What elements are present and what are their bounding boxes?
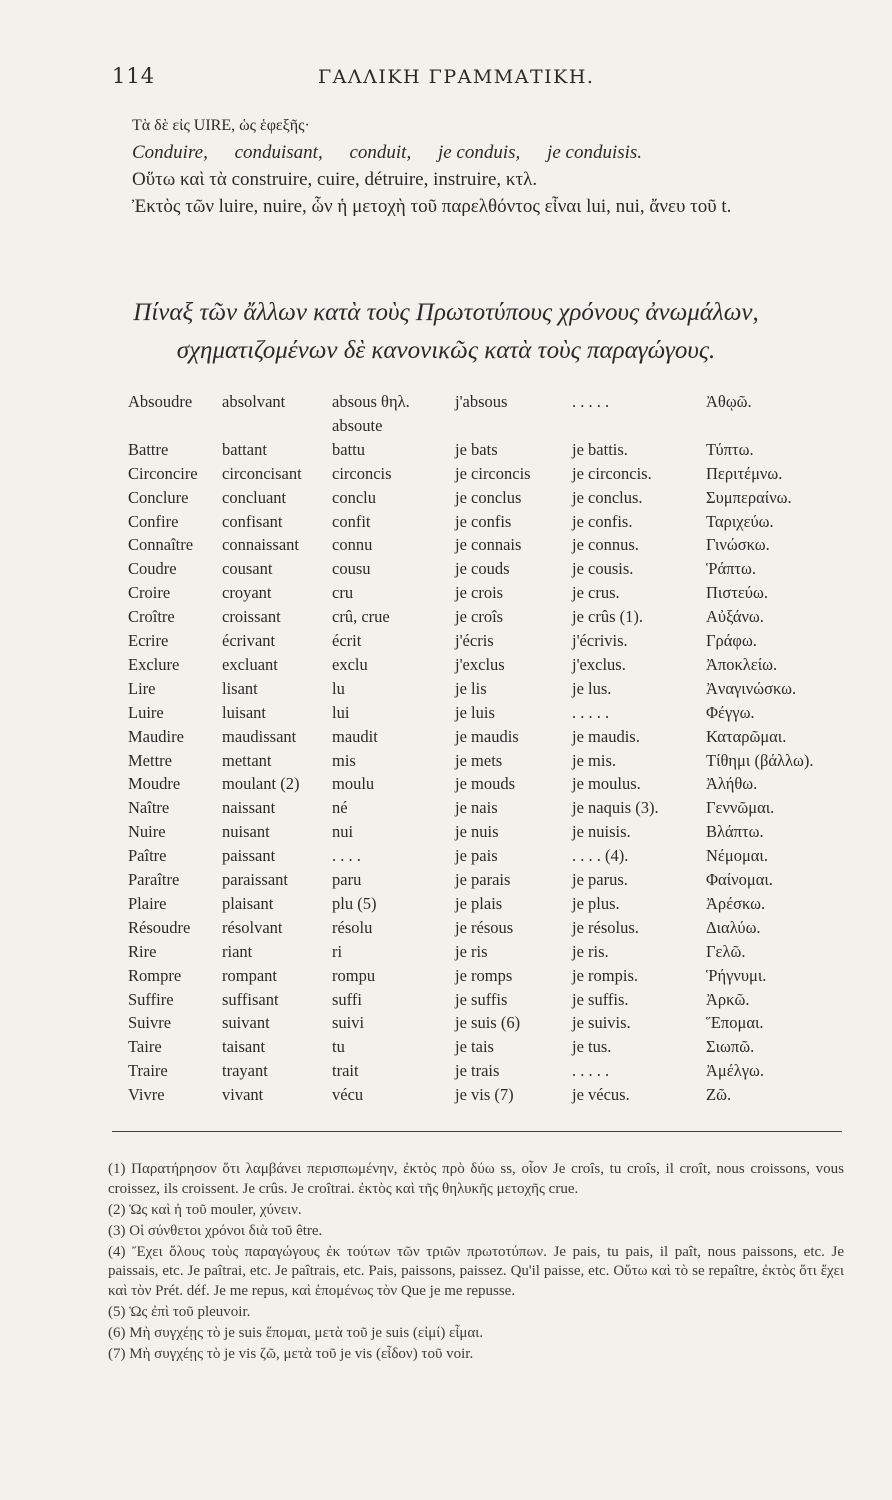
cell-infinitive: Naître bbox=[128, 798, 170, 818]
cell-greek-meaning: Ἀρκῶ. bbox=[706, 989, 750, 1009]
cell-infinitive: Traire bbox=[128, 1061, 168, 1081]
table-row bbox=[0, 1085, 892, 1108]
table-row bbox=[0, 798, 892, 821]
table-row bbox=[0, 751, 892, 774]
cell-participle-past: né bbox=[332, 798, 348, 818]
cell-infinitive: Battre bbox=[128, 439, 169, 459]
cell-present: je couds bbox=[455, 559, 510, 579]
cell-participle-present: vivant bbox=[222, 1085, 264, 1105]
intro-text bbox=[132, 112, 852, 220]
cell-past-definite: je plus. bbox=[572, 893, 620, 913]
cell-participle-past: vécu bbox=[332, 1085, 364, 1105]
cell-participle-past: circoncis bbox=[332, 463, 392, 483]
cell-greek-meaning: Ῥάπτω. bbox=[706, 559, 757, 579]
table-row bbox=[0, 822, 892, 845]
cell-infinitive: Moudre bbox=[128, 774, 181, 794]
cell-past-definite: je suivis. bbox=[572, 1013, 631, 1033]
example-participle-past: conduit, bbox=[349, 142, 412, 163]
cell-past-definite: je nuisis. bbox=[572, 822, 631, 842]
cell-participle-past: cru bbox=[332, 583, 354, 603]
cell-greek-meaning: Ἕπομαι. bbox=[706, 1013, 764, 1033]
cell-infinitive: Connaître bbox=[128, 535, 194, 555]
cell-participle-past: battu bbox=[332, 439, 365, 459]
table-row bbox=[0, 559, 892, 582]
cell-present: je confis bbox=[455, 511, 512, 531]
cell-greek-meaning: Τύπτω. bbox=[706, 439, 754, 459]
cell-past-definite: je confis. bbox=[572, 511, 633, 531]
footnote-1: (1) Παρατήρησον ὅτι λαμβάνει περισπωμένην, ἐκτὸς πρὸ δύω ss, οἷον Je croîs, tu croîs, il croît, nous croissons, vous croissez, ils croissent. Je crûs. Je croîtrai. ἐκτὸς καὶ τῆς θηλυκῆς μετοχῆς crue. bbox=[108, 1161, 844, 1197]
footnote-2: (2) Ὡς καὶ ἡ τοῦ mouler, χύνειν. bbox=[108, 1201, 302, 1218]
cell-participle-past: absous θηλ. bbox=[332, 392, 410, 411]
cell-present: je croîs bbox=[455, 607, 504, 627]
footnotes bbox=[108, 1160, 844, 1366]
cell-participle-present: confisant bbox=[222, 511, 283, 531]
cell-greek-meaning: Γελῶ. bbox=[706, 941, 746, 961]
cell-past-definite: je lus. bbox=[572, 678, 612, 698]
example-past-definite: je conduisis. bbox=[547, 142, 643, 163]
cell-participle-present: croissant bbox=[222, 607, 281, 627]
table-row bbox=[0, 846, 892, 869]
cell-past-definite: je résolus. bbox=[572, 917, 639, 937]
cell-participle-past: trait bbox=[332, 1061, 359, 1081]
cell-participle-past: lui bbox=[332, 702, 350, 722]
cell-greek-meaning: Γινώσκω. bbox=[706, 535, 770, 555]
table-title-line-2: σχηματιζομένων δὲ κανονικῶς κατὰ τοὺς παραγώγους. bbox=[176, 337, 716, 364]
cell-past-definite: je circoncis. bbox=[572, 463, 652, 483]
table-title bbox=[0, 294, 892, 370]
table-row bbox=[0, 727, 892, 750]
cell-participle-present: écrivant bbox=[222, 631, 276, 650]
cell-participle-present: absolvant bbox=[222, 392, 286, 411]
cell-participle-past: plu (5) bbox=[332, 893, 377, 913]
cell-greek-meaning: Νέμομαι. bbox=[706, 846, 768, 866]
cell-infinitive: Circoncire bbox=[128, 463, 198, 483]
cell-participle-present: maudissant bbox=[222, 726, 297, 746]
cell-present: je résous bbox=[455, 917, 514, 937]
cell-participle-present: lisant bbox=[222, 678, 258, 698]
cell-participle-past: conclu bbox=[332, 487, 376, 507]
cell-present: je romps bbox=[455, 965, 513, 985]
cell-infinitive: Nuire bbox=[128, 822, 166, 842]
cell-participle-present: croyant bbox=[222, 583, 272, 603]
cell-greek-meaning: Φέγγω. bbox=[706, 702, 755, 722]
table-row bbox=[0, 392, 892, 415]
cell-infinitive: Croître bbox=[128, 607, 175, 627]
page-number: 114 bbox=[112, 64, 156, 88]
cell-present: je pais bbox=[455, 846, 498, 866]
cell-greek-meaning: Πιστεύω. bbox=[706, 583, 768, 603]
cell-past-definite: je conclus. bbox=[572, 487, 643, 507]
cell-past-definite: je crus. bbox=[572, 583, 620, 603]
cell-participle-present: mettant bbox=[222, 750, 272, 770]
cell-greek-meaning: Ἀποκλείω. bbox=[706, 654, 778, 674]
table-row bbox=[0, 583, 892, 606]
cell-participle-past: lu bbox=[332, 678, 345, 698]
cell-participle-present: paraissant bbox=[222, 870, 288, 889]
table-row bbox=[0, 607, 892, 630]
cell-participle-past: tu bbox=[332, 1037, 345, 1057]
table-row bbox=[0, 679, 892, 702]
footnote-6: (6) Μὴ συγχέῃς τὸ je suis ἕπομαι, μετὰ τοῦ je suis (εἰμί) εἶμαι. bbox=[108, 1324, 484, 1341]
cell-present: je tais bbox=[455, 1037, 494, 1057]
example-infinitive: Conduire, bbox=[132, 142, 208, 163]
footnote-divider bbox=[112, 1131, 842, 1132]
table-row bbox=[0, 488, 892, 511]
cell-present: je ris bbox=[455, 941, 488, 961]
cell-participle-present: battant bbox=[222, 439, 267, 459]
cell-present: je suffis bbox=[455, 989, 508, 1009]
cell-greek-meaning: Ἀθῳῶ. bbox=[706, 392, 752, 411]
cell-participle-present: connaissant bbox=[222, 535, 299, 555]
cell-infinitive: Suivre bbox=[128, 1013, 172, 1033]
cell-infinitive: Coudre bbox=[128, 559, 177, 579]
cell-greek-meaning: Αὐξάνω. bbox=[706, 607, 764, 627]
cell-present: je luis bbox=[455, 702, 495, 722]
cell-infinitive: Confire bbox=[128, 511, 179, 531]
cell-participle-past: connu bbox=[332, 535, 373, 555]
cell-participle-past: . . . . bbox=[332, 846, 361, 866]
cell-infinitive: Suffire bbox=[128, 989, 174, 1009]
cell-infinitive: Taire bbox=[128, 1037, 162, 1057]
table-row bbox=[0, 870, 892, 893]
cell-present: je conclus bbox=[455, 487, 522, 507]
cell-participle-present: suffisant bbox=[222, 989, 279, 1009]
cell-greek-meaning: Διαλύω. bbox=[706, 917, 761, 937]
cell-participle-past: ri bbox=[332, 941, 343, 961]
cell-participle-present: naissant bbox=[222, 798, 276, 818]
cell-present: je parais bbox=[455, 870, 511, 889]
table-row bbox=[0, 990, 892, 1013]
cell-infinitive: Maudire bbox=[128, 726, 184, 746]
intro-line-2: Οὕτω καὶ τὰ construire, cuire, détruire, instruire, κτλ. bbox=[132, 169, 538, 190]
cell-infinitive: Plaire bbox=[128, 893, 167, 913]
cell-participle-present: paissant bbox=[222, 846, 276, 866]
cell-past-definite: j'écrivis. bbox=[572, 631, 628, 650]
cell-infinitive: Absoudre bbox=[128, 392, 193, 411]
cell-past-definite: . . . . . bbox=[572, 1061, 610, 1081]
cell-participle-past: maudit bbox=[332, 726, 378, 746]
cell-greek-meaning: Φαίνομαι. bbox=[706, 870, 773, 889]
cell-participle-past: suffi bbox=[332, 989, 362, 1009]
cell-past-definite: je crûs (1). bbox=[572, 607, 644, 627]
cell-present: je nuis bbox=[455, 822, 499, 842]
intro-lead: Τὰ δὲ εἰς UIRE, ὡς ἑφεξῆς· bbox=[132, 117, 310, 134]
table-row bbox=[0, 512, 892, 535]
cell-present: je trais bbox=[455, 1061, 500, 1081]
cell-past-definite: je vécus. bbox=[572, 1085, 630, 1105]
cell-present: je vis (7) bbox=[455, 1085, 514, 1105]
table-row bbox=[0, 1061, 892, 1084]
cell-present: je lis bbox=[455, 678, 487, 698]
cell-present: j'exclus bbox=[455, 654, 505, 674]
cell-greek-meaning: Ἀρέσκω. bbox=[706, 893, 766, 913]
table-row bbox=[0, 1037, 892, 1060]
cell-past-definite: . . . . (4). bbox=[572, 846, 629, 866]
cell-infinitive: Rire bbox=[128, 941, 157, 961]
cell-participle-present: nuisant bbox=[222, 822, 270, 842]
cell-participle-present: concluant bbox=[222, 487, 287, 507]
cell-participle-present: circoncisant bbox=[222, 463, 302, 483]
cell-participle-past: confit bbox=[332, 511, 371, 531]
cell-greek-meaning: Τίθημι (βάλλω). bbox=[706, 750, 814, 770]
example-participle-present: conduisant, bbox=[234, 142, 323, 163]
table-row bbox=[0, 1013, 892, 1036]
cell-past-definite: je parus. bbox=[572, 870, 628, 889]
cell-participle-present: taisant bbox=[222, 1037, 266, 1057]
cell-participle-present: rompant bbox=[222, 965, 277, 985]
cell-past-definite: je battis. bbox=[572, 439, 628, 459]
cell-participle-past: exclu bbox=[332, 654, 368, 674]
cell-participle-present: excluant bbox=[222, 654, 278, 674]
cell-participle-past: nui bbox=[332, 822, 354, 842]
table-row bbox=[0, 655, 892, 678]
table-row bbox=[0, 440, 892, 463]
table-row bbox=[0, 535, 892, 558]
cell-infinitive: Ecrire bbox=[128, 631, 169, 650]
cell-greek-meaning: Σιωπῶ. bbox=[706, 1037, 755, 1057]
cell-past-definite: je mis. bbox=[572, 750, 616, 770]
cell-participle-present: moulant (2) bbox=[222, 774, 300, 794]
cell-past-definite: je maudis. bbox=[572, 726, 640, 746]
cell-participle-present: plaisant bbox=[222, 893, 274, 913]
cell-present: je bats bbox=[455, 439, 498, 459]
cell-infinitive: Mettre bbox=[128, 750, 172, 770]
cell-past-definite: je tus. bbox=[572, 1037, 612, 1057]
table-row bbox=[0, 774, 892, 797]
cell-infinitive: Rompre bbox=[128, 965, 182, 985]
cell-participle-past: résolu bbox=[332, 917, 373, 937]
cell-past-definite: je suffis. bbox=[572, 989, 629, 1009]
cell-participle-present: riant bbox=[222, 941, 253, 961]
cell-present: je plais bbox=[455, 893, 503, 913]
conduire-conjugation bbox=[132, 139, 852, 166]
cell-infinitive: Exclure bbox=[128, 654, 180, 674]
cell-infinitive: Conclure bbox=[128, 487, 189, 507]
cell-present: je circoncis bbox=[455, 463, 531, 483]
cell-greek-meaning: Ζῶ. bbox=[706, 1085, 732, 1105]
cell-present: j'écris bbox=[455, 631, 494, 650]
cell-participle-past: paru bbox=[332, 870, 362, 889]
cell-present: je mets bbox=[455, 750, 503, 770]
cell-past-definite: . . . . . bbox=[572, 702, 610, 722]
running-title: ΓΑΛΛΙΚΗ ΓΡΑΜΜΑΤΙΚΗ. bbox=[318, 66, 595, 88]
table-row bbox=[0, 942, 892, 965]
table-row bbox=[0, 416, 892, 439]
table-row bbox=[0, 464, 892, 487]
cell-greek-meaning: Ἀλήθω. bbox=[706, 774, 758, 794]
cell-infinitive: Lire bbox=[128, 678, 156, 698]
cell-participle-past: écrit bbox=[332, 631, 362, 650]
cell-infinitive: Vivre bbox=[128, 1085, 165, 1105]
cell-participle-past: moulu bbox=[332, 774, 375, 794]
cell-present: je nais bbox=[455, 798, 498, 818]
cell-present: je maudis bbox=[455, 726, 519, 746]
cell-greek-meaning: Ταριχεύω. bbox=[706, 511, 774, 531]
cell-past-definite: je connus. bbox=[572, 535, 639, 555]
cell-participle-past: mis bbox=[332, 750, 356, 770]
cell-past-definite: je ris. bbox=[572, 941, 609, 961]
table-row bbox=[0, 703, 892, 726]
cell-infinitive: Paître bbox=[128, 846, 167, 866]
cell-past-definite: je moulus. bbox=[572, 774, 641, 794]
cell-infinitive: Résoudre bbox=[128, 917, 191, 937]
cell-greek-meaning: Γράφω. bbox=[706, 631, 757, 650]
cell-greek-meaning: Καταρῶμαι. bbox=[706, 726, 787, 746]
footnote-4: (4) Ἔχει ὅλους τοὺς παραγώγους ἐκ τούτων τῶν τριῶν πρωτοτύπων. Je pais, tu pais, il paît, nous paissons, etc. Je paissais, etc. Je paîtrai, etc. Je paîtrais, etc. Pais, paissons, paissez. Qu'il paisse, etc. Οὕτω καὶ τὸ se repaître, ἐκτὸς ὅτι ἔχει καὶ τὸν Prét. déf. Je me repus, καὶ ἑπομένως τὸν Que je me repusse. bbox=[108, 1243, 844, 1299]
intro-line-3: Ἐκτὸς τῶν luire, nuire, ὧν ἡ μετοχὴ τοῦ παρελθόντος εἶναι lui, nui, ἄνευ τοῦ t. bbox=[132, 196, 732, 217]
cell-past-definite: je cousis. bbox=[572, 559, 634, 579]
cell-present: je mouds bbox=[455, 774, 516, 794]
cell-greek-meaning: Ῥήγνυμι. bbox=[706, 965, 767, 985]
cell-past-definite: je naquis (3). bbox=[572, 798, 659, 818]
table-row bbox=[0, 966, 892, 989]
cell-present: je suis (6) bbox=[455, 1013, 521, 1033]
cell-greek-meaning: Γεννῶμαι. bbox=[706, 798, 775, 818]
table-row bbox=[0, 918, 892, 941]
table-row bbox=[0, 631, 892, 654]
page-header bbox=[0, 64, 892, 94]
cell-past-definite: j'exclus. bbox=[572, 654, 626, 674]
cell-past-definite: . . . . . bbox=[572, 392, 610, 411]
cell-infinitive: Luire bbox=[128, 702, 164, 722]
footnote-3: (3) Οἱ σύνθετοι χρόνοι διὰ τοῦ être. bbox=[108, 1222, 323, 1239]
cell-participle-past: suivi bbox=[332, 1013, 365, 1033]
cell-participle-past: cousu bbox=[332, 559, 371, 579]
cell-greek-meaning: Περιτέμνω. bbox=[706, 463, 783, 483]
cell-present: je crois bbox=[455, 583, 504, 603]
cell-participle-past: crû, crue bbox=[332, 607, 390, 627]
cell-participle-present: suivant bbox=[222, 1013, 270, 1033]
cell-participle-past: absoute bbox=[332, 415, 383, 435]
cell-participle-present: cousant bbox=[222, 559, 273, 579]
footnote-7: (7) Μὴ συγχέῃς τὸ je vis ζῶ, μετὰ τοῦ je vis (εἶδον) τοῦ voir. bbox=[108, 1345, 474, 1362]
cell-participle-present: trayant bbox=[222, 1061, 268, 1081]
cell-past-definite: je rompis. bbox=[572, 965, 638, 985]
cell-greek-meaning: Ἀναγινώσκω. bbox=[706, 678, 797, 698]
table-row bbox=[0, 894, 892, 917]
cell-greek-meaning: Ἀμέλγω. bbox=[706, 1061, 764, 1081]
table-title-line-1: Πίναξ τῶν ἄλλων κατὰ τοὺς Πρωτοτύπους χρόνους ἀνωμάλων, bbox=[133, 299, 759, 326]
cell-participle-present: résolvant bbox=[222, 917, 283, 937]
footnote-5: (5) Ὡς ἐπὶ τοῦ pleuvoir. bbox=[108, 1303, 251, 1320]
cell-infinitive: Croire bbox=[128, 583, 171, 603]
cell-participle-present: luisant bbox=[222, 702, 266, 722]
example-present: je conduis, bbox=[437, 142, 521, 163]
cell-greek-meaning: Συμπεραίνω. bbox=[706, 487, 792, 507]
cell-present: j'absous bbox=[455, 392, 508, 411]
cell-participle-past: rompu bbox=[332, 965, 376, 985]
cell-greek-meaning: Βλάπτω. bbox=[706, 822, 764, 842]
cell-present: je connais bbox=[455, 535, 522, 555]
cell-infinitive: Paraître bbox=[128, 870, 180, 889]
